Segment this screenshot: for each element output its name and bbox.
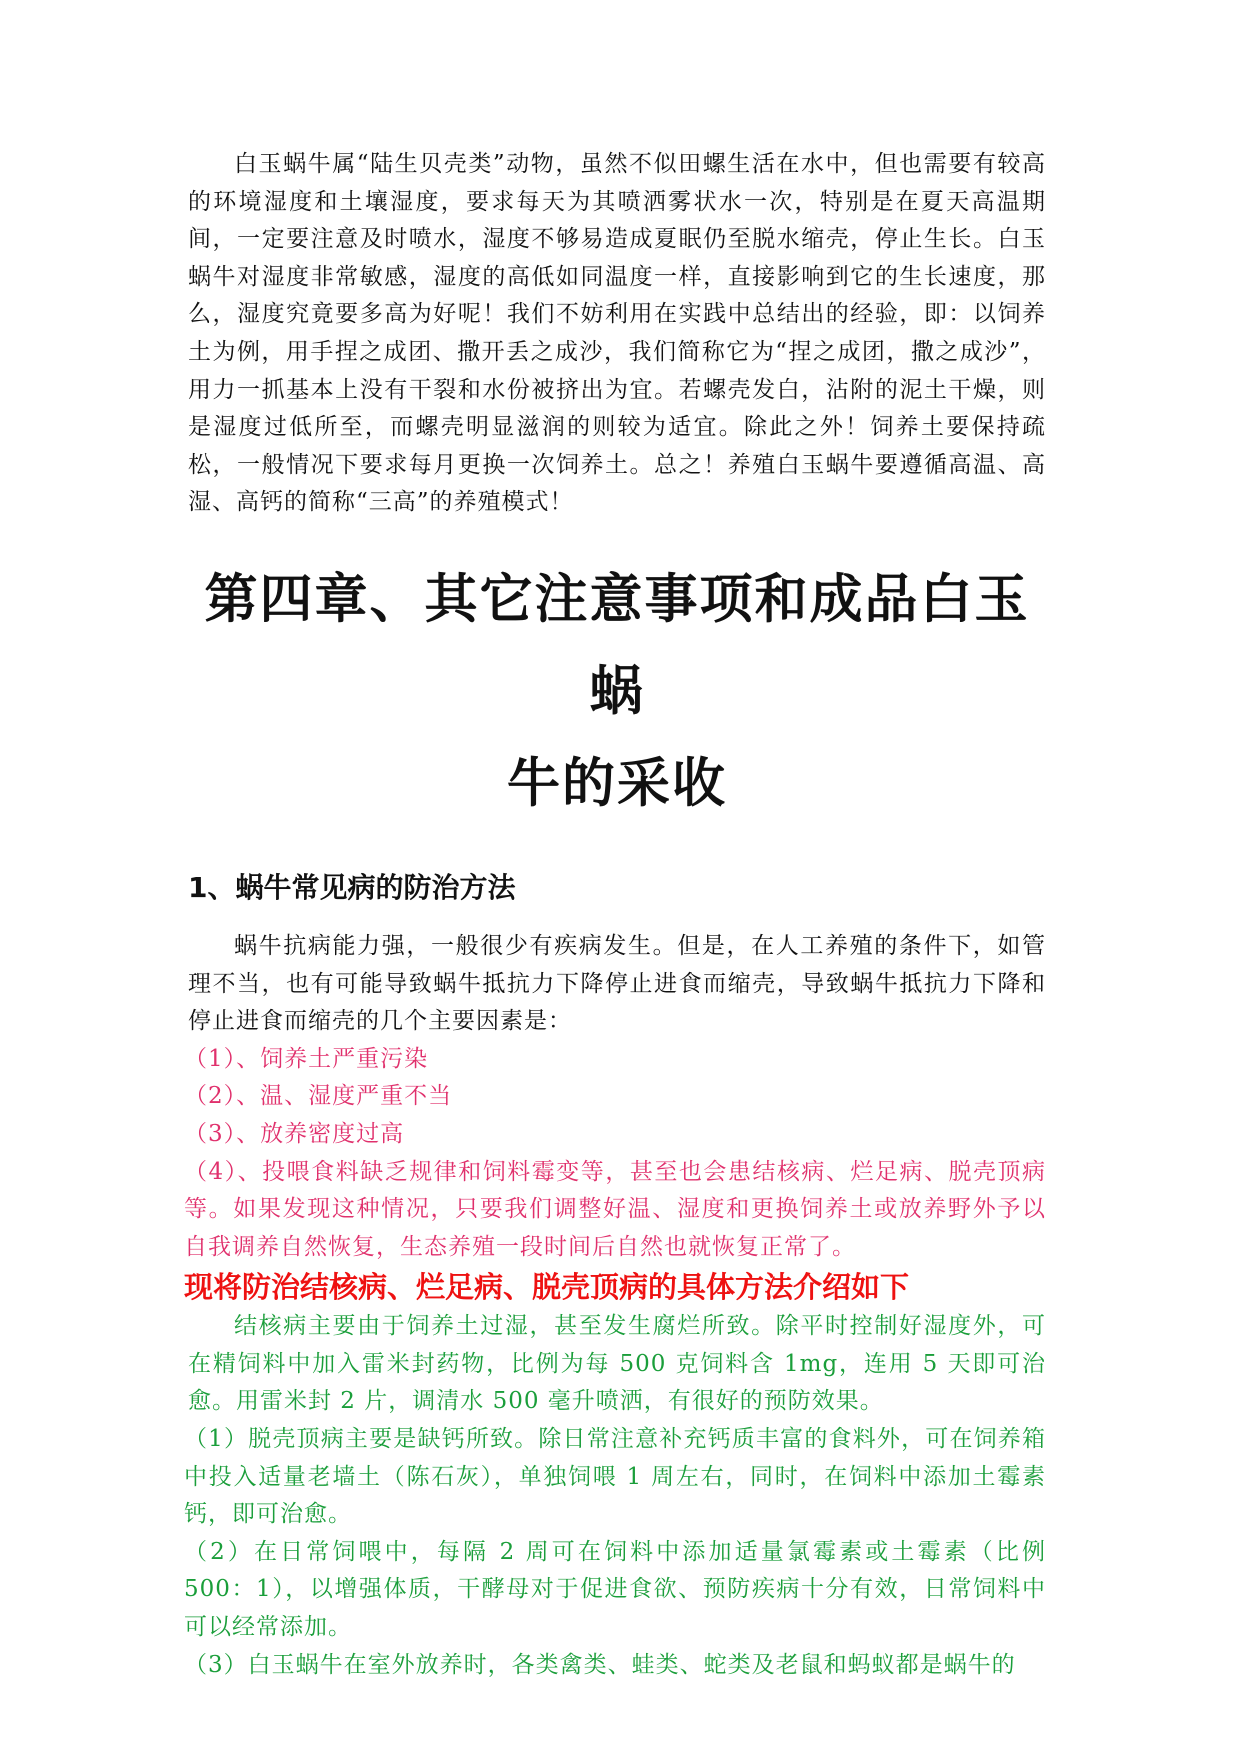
treatment-heading: 现将防治结核病、烂足病、脱壳顶病的具体方法介绍如下 (184, 1270, 910, 1305)
factor-item-4: （4）、投喂食料缺乏规律和饲料霉变等，甚至也会患结核病、烂足病、脱壳顶病等。如果发现这种情况，只要我们调整好温、湿度和更换饲养土或放养野外予以自我调养自然恢复，生态养殖一段时间后自然也就恢复正常了。 (184, 1158, 1046, 1260)
factor-item-3: （3）、放养密度过高 (184, 1120, 405, 1147)
intro-paragraph: 白玉蜗牛属“陆生贝壳类”动物，虽然不似田螺生活在水中，但也需要有较高的环境湿度和土壤湿度，要求每天为其喷洒雾状水一次，特别是在夏天高温期间，一定要注意及时喷水，湿度不够易造成夏眠仍至脱水缩壳，停止生长。白玉蜗牛对湿度非常敏感，湿度的高低如同温度一样，直接影响到它的生长速度，那么，湿度究竟要多高为好呢！我们不妨利用在实践中总结出的经验，即：以饲养土为例，用手捏之成团、撒开丢之成沙，我们简称它为“捏之成团，撒之成沙”，用力一抓基本上没有干裂和水份被挤出为宜。若螺壳发白，沾附的泥土干燥，则是湿度过低所至，而螺壳明显滋润的则较为适宜。除此之外！饲养土要保持疏松，一般情况下要求每月更换一次饲养土。总之！养殖白玉蜗牛要遵循高温、高湿、高钙的简称“三高”的养殖模式！ (188, 151, 1046, 516)
chapter-title-line-1: 第四章、其它注意事项和成品白玉蜗 (204, 568, 1030, 722)
chapter-title (188, 554, 1046, 830)
treatment-item-2: （2）在日常饲喂中，每隔 2 周可在饲料中添加适量氯霉素或土霉素（比例 500：1），以增强体质，干酵母对于促进食欲、预防疾病十分有效，日常饲料中可以经常添加。 (184, 1538, 1046, 1641)
section-title: 1、蜗牛常见病的防治方法 (188, 870, 516, 904)
chapter-title-line-2: 牛的采收 (507, 752, 727, 814)
section-paragraph: 蜗牛抗病能力强，一般很少有疾病发生。但是，在人工养殖的条件下，如管理不当，也有可能导致蜗牛抵抗力下降停止进食而缩壳，导致蜗牛抵抗力下降和停止进食而缩壳的几个主要因素是： (188, 932, 1046, 1035)
factor-item-2: （2）、温、湿度严重不当 (184, 1083, 453, 1110)
treatment-item-3: （3）白玉蜗牛在室外放养时，各类禽类、蛙类、蛇类及老鼠和蚂蚁都是蜗牛的 (184, 1651, 1016, 1678)
factor-item-1: （1）、饲养土严重污染 (184, 1045, 429, 1072)
page-content (184, 146, 1046, 1684)
treatment-section (184, 1308, 1046, 1684)
treatment-paragraph: 结核病主要由于饲养土过湿，甚至发生腐烂所致。除平时控制好湿度外，可在精饲料中加入雷米封药物，比例为每 500 克饲料含 1mg，连用 5 天即可治愈。用雷米封 2 片，调清水 500 毫升喷洒，有很好的预防效果。 (188, 1313, 1046, 1415)
treatment-item-1: （1）脱壳顶病主要是缺钙所致。除日常注意补充钙质丰富的食料外，可在饲养箱中投入适量老墙土（陈石灰），单独饲喂 1 周左右，同时，在饲料中添加土霉素钙，即可治愈。 (184, 1426, 1046, 1528)
factor-list (184, 1041, 1046, 1267)
